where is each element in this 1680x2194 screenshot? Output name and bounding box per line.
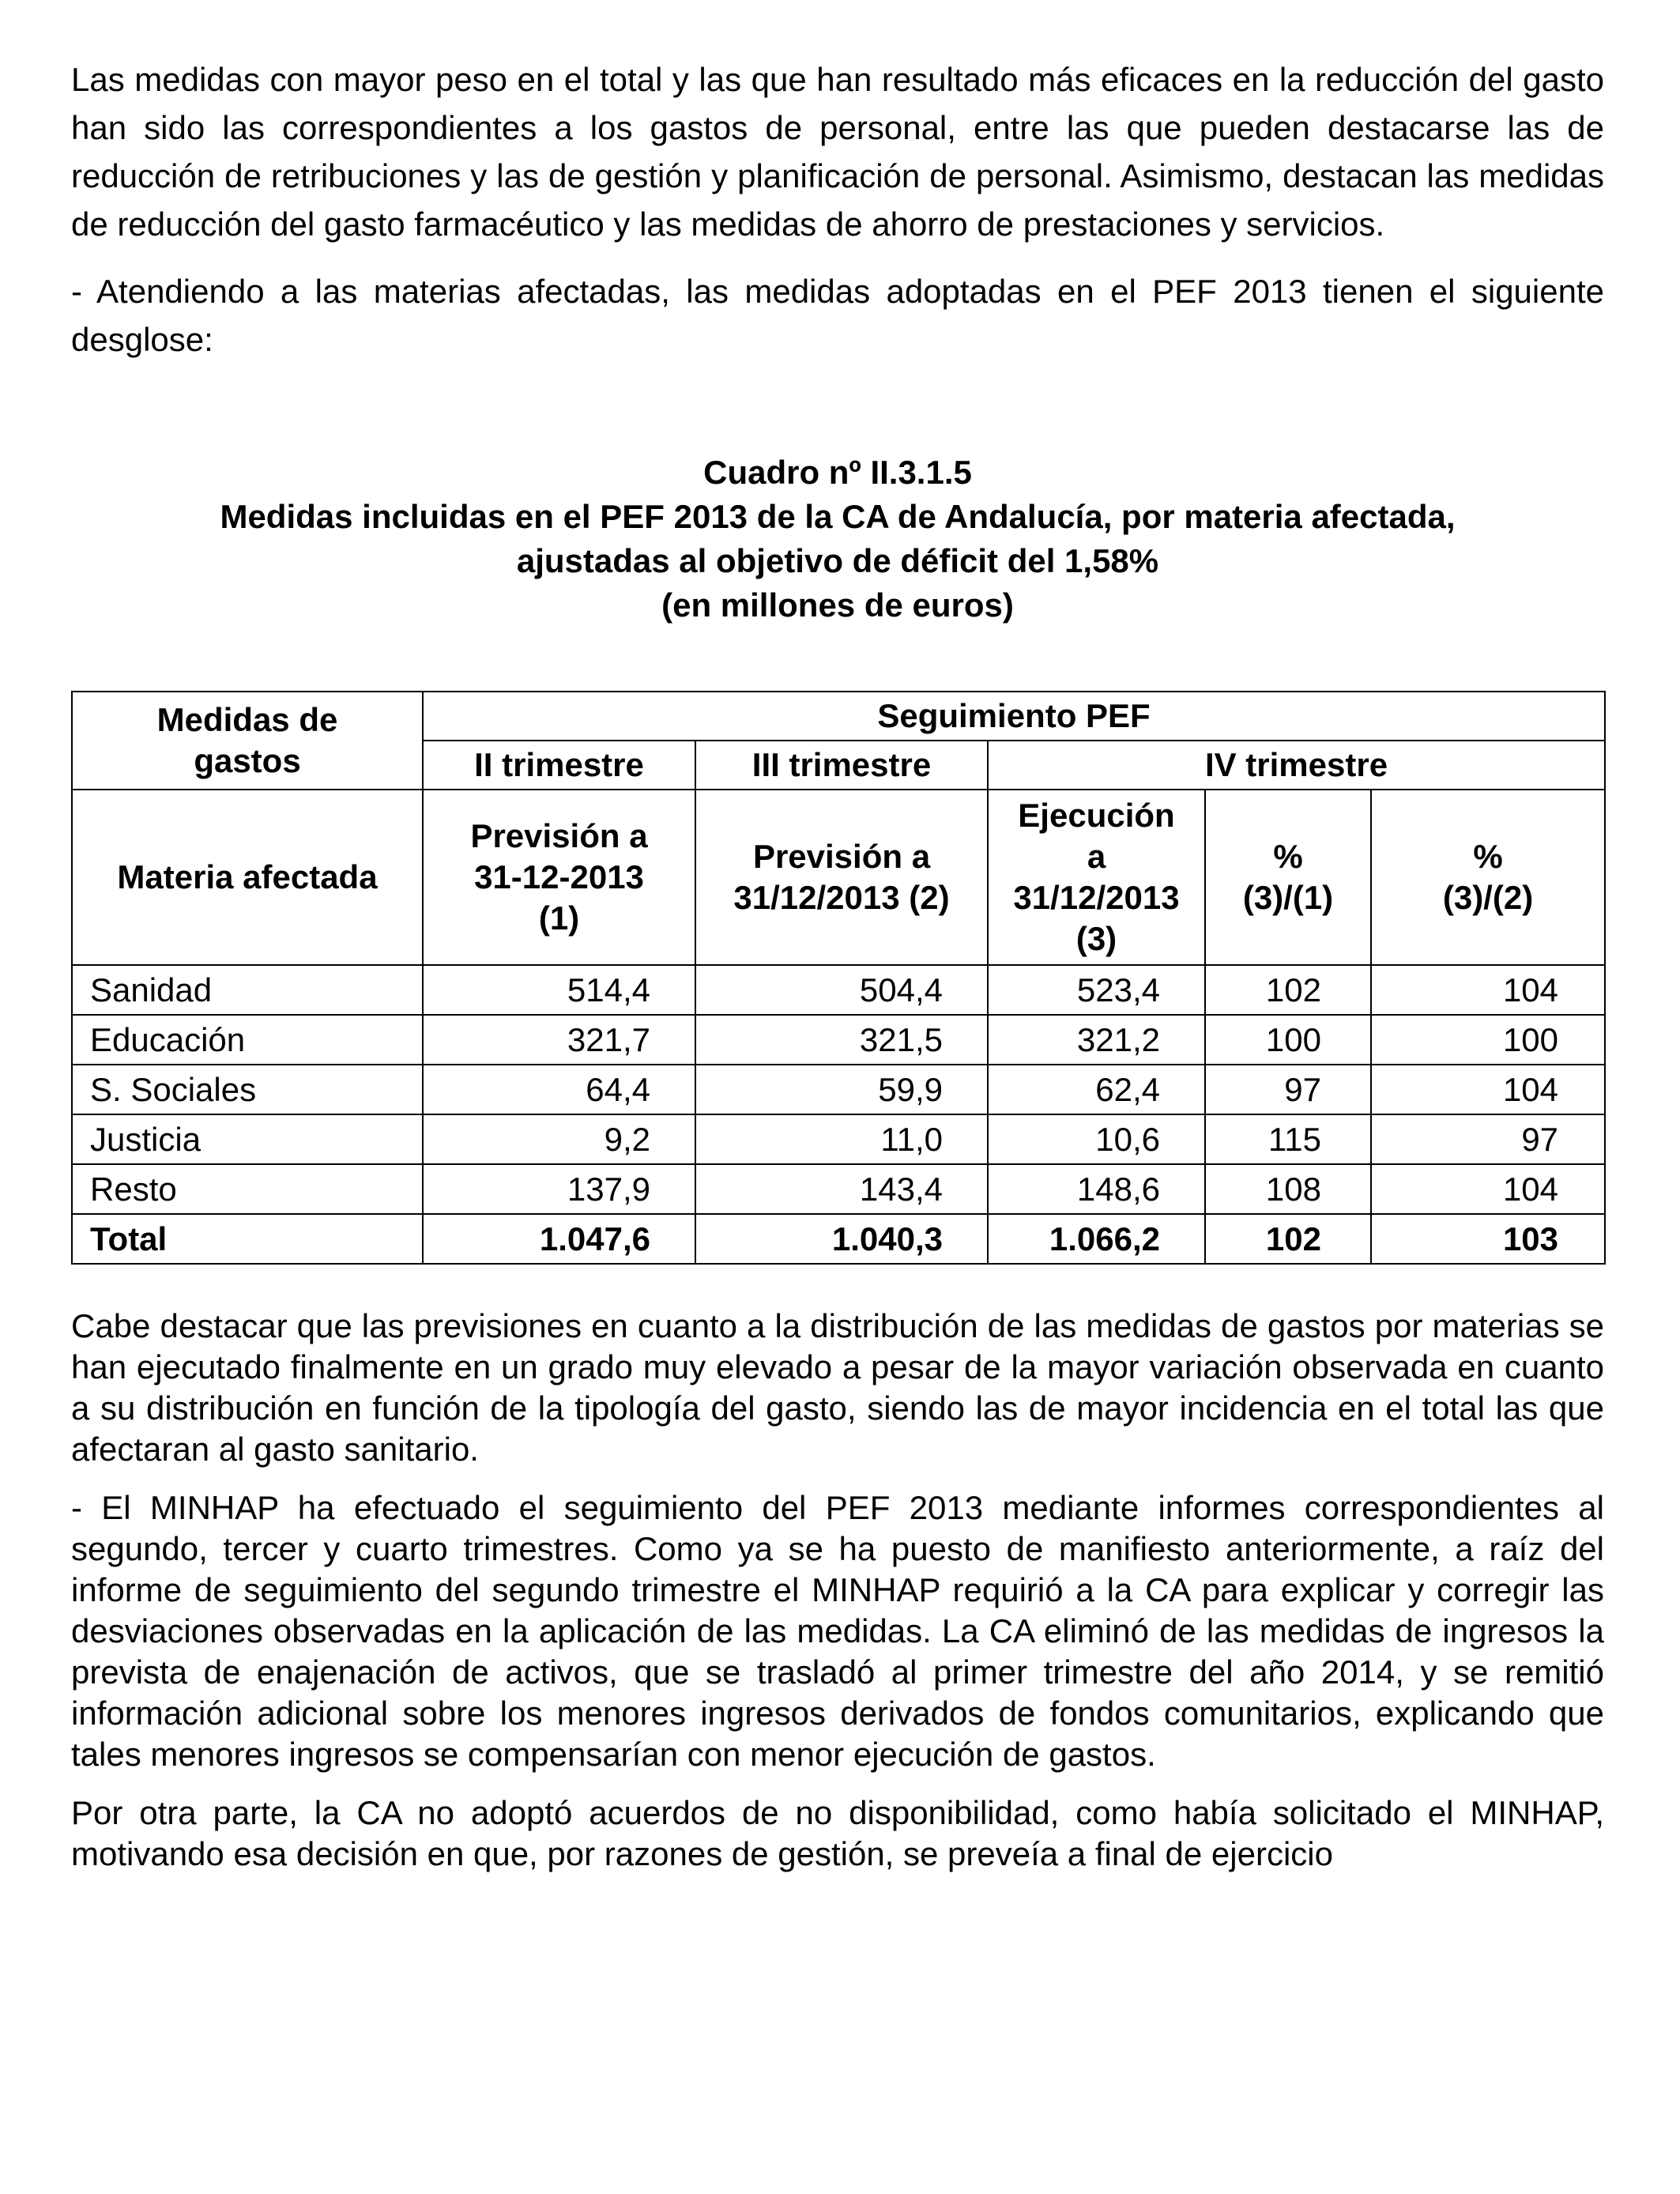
cell-pct-3-1: 100 — [1205, 1015, 1371, 1065]
table-row — [72, 965, 1605, 1015]
cell-prevision-2: 321,5 — [695, 1015, 988, 1065]
table-title-line-2: ajustadas al objetivo de déficit del 1,58% — [516, 542, 1159, 579]
cell-prevision-2: 143,4 — [695, 1164, 988, 1214]
cell-materia: S. Sociales — [72, 1065, 423, 1114]
header-iii-trimestre: III trimestre — [695, 741, 988, 790]
cell-prevision-2: 11,0 — [695, 1114, 988, 1164]
paragraph-medidas-mayor-peso: Las medidas con mayor peso en el total y las que han resultado más eficaces en la reducción del gasto han sido las correspondientes a los gastos de personal, entre las que pueden destacarse las de reducción de retribuciones y las de gestión y planificación de personal. Asimismo, destacan las medidas de reducción del gasto farmacéutico y las medidas de ahorro de prestaciones y servicios. — [71, 61, 1604, 243]
table-total-row — [72, 1214, 1605, 1264]
cell-pct-3-2: 104 — [1371, 1164, 1605, 1214]
cell-prevision-1: 137,9 — [423, 1164, 695, 1214]
cell-total-ejecucion: 1.066,2 — [988, 1214, 1205, 1264]
cell-pct-3-2: 104 — [1371, 965, 1605, 1015]
header-pct-3-2: % (3)/(2) — [1371, 790, 1605, 965]
cell-total-prevision-2: 1.040,3 — [695, 1214, 988, 1264]
cell-prevision-1: 321,7 — [423, 1015, 695, 1065]
header-prevision-2: Previsión a 31/12/2013 (2) — [695, 790, 988, 965]
cell-materia: Justicia — [72, 1114, 423, 1164]
header-ii-trimestre: II trimestre — [423, 741, 695, 790]
paragraph-no-disponibilidad: Por otra parte, la CA no adoptó acuerdos de no disponibilidad, como había solicitado el MINHAP, motivando esa decisión en que, por razones de gestión, se preveía a final de ejercicio — [71, 1794, 1604, 1872]
cell-prevision-1: 64,4 — [423, 1065, 695, 1114]
cell-ejecucion: 321,2 — [988, 1015, 1205, 1065]
cell-ejecucion: 523,4 — [988, 965, 1205, 1015]
table-caption — [71, 450, 1604, 628]
header-ejecucion-3: Ejecución a 31/12/2013 (3) — [988, 790, 1205, 965]
paragraph-materias-afectadas: - Atendiendo a las materias afectadas, las medidas adoptadas en el PEF 2013 tienen el siguiente desglose: — [71, 273, 1604, 358]
header-medidas-gastos: Medidas de gastos — [72, 692, 423, 790]
table-row — [72, 1164, 1605, 1214]
cell-materia: Sanidad — [72, 965, 423, 1015]
header-pct-3-1: % (3)/(1) — [1205, 790, 1371, 965]
cell-total-prevision-1: 1.047,6 — [423, 1214, 695, 1264]
cell-materia: Resto — [72, 1164, 423, 1214]
cell-materia: Educación — [72, 1015, 423, 1065]
table-row — [72, 1065, 1605, 1114]
medidas-table — [71, 691, 1606, 1265]
table-row — [72, 1114, 1605, 1164]
cell-pct-3-1: 97 — [1205, 1065, 1371, 1114]
cell-pct-3-2: 97 — [1371, 1114, 1605, 1164]
paragraph-seguimiento-minhap: - El MINHAP ha efectuado el seguimiento del PEF 2013 mediante informes correspondientes al segundo, tercer y cuarto trimestres. Como ya se ha puesto de manifiesto anteriormente, a raíz del informe de seguimiento del segundo trimestre el MINHAP requirió a la CA para explicar y corregir las desviaciones observadas en la aplicación de las medidas. La CA eliminó de las medidas de ingresos la prevista de enajenación de activos, que se trasladó al primer trimestre del año 2014, y se remitió información adicional sobre los menores ingresos derivados de fondos comunitarios, explicando que tales menores ingresos se compensarían con menor ejecución de gastos. — [71, 1489, 1604, 1773]
cell-prevision-1: 514,4 — [423, 965, 695, 1015]
table-row — [72, 1015, 1605, 1065]
cell-pct-3-1: 108 — [1205, 1164, 1371, 1214]
cell-total-pct-3-1: 102 — [1205, 1214, 1371, 1264]
cell-pct-3-2: 100 — [1371, 1015, 1605, 1065]
cell-ejecucion: 10,6 — [988, 1114, 1205, 1164]
cell-ejecucion: 148,6 — [988, 1164, 1205, 1214]
cell-pct-3-1: 102 — [1205, 965, 1371, 1015]
cell-ejecucion: 62,4 — [988, 1065, 1205, 1114]
cell-prevision-2: 504,4 — [695, 965, 988, 1015]
header-prevision-1: Previsión a 31-12-2013 (1) — [423, 790, 695, 965]
cell-prevision-2: 59,9 — [695, 1065, 988, 1114]
cell-total-label: Total — [72, 1214, 423, 1264]
table-units: (en millones de euros) — [661, 586, 1014, 624]
paragraph-previsiones: Cabe destacar que las previsiones en cuanto a la distribución de las medidas de gastos por materias se han ejecutado finalmente en un grado muy elevado a pesar de la mayor variación observada en cuanto a su distribución en función de la tipología del gasto, siendo las de mayor incidencia en el total las que afectaran al gasto sanitario. — [71, 1307, 1604, 1468]
cell-pct-3-1: 115 — [1205, 1114, 1371, 1164]
header-seguimiento-pef: Seguimiento PEF — [423, 692, 1605, 741]
cell-prevision-1: 9,2 — [423, 1114, 695, 1164]
table-number: Cuadro nº II.3.1.5 — [703, 454, 972, 491]
header-iv-trimestre: IV trimestre — [988, 741, 1605, 790]
header-materia-afectada: Materia afectada — [72, 790, 423, 965]
document-page — [71, 55, 1604, 1875]
cell-pct-3-2: 104 — [1371, 1065, 1605, 1114]
table-title-line-1: Medidas incluidas en el PEF 2013 de la CA de Andalucía, por materia afectada, — [220, 498, 1456, 535]
cell-total-pct-3-2: 103 — [1371, 1214, 1605, 1264]
